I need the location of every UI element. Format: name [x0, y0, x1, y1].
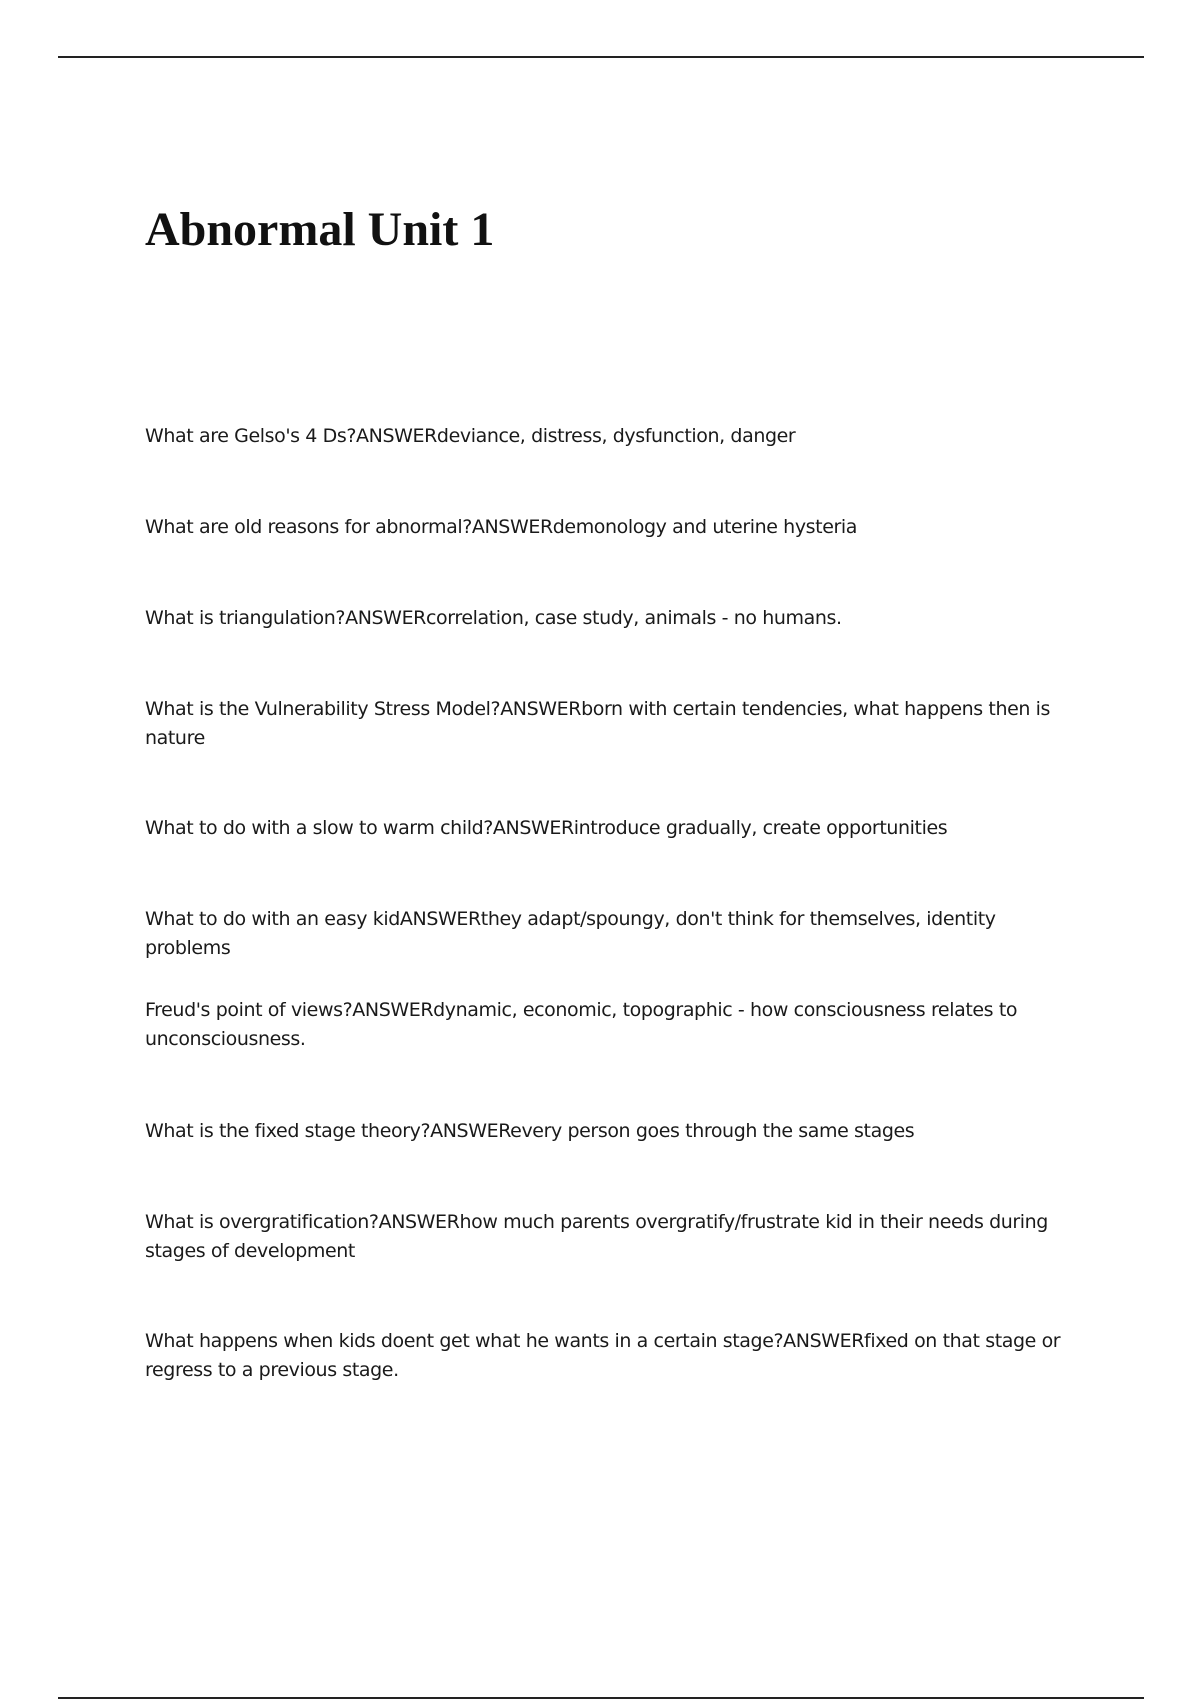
qa-item-6: What to do with an easy kidANSWERthey adapt/spoungy, don't think for themselves, identity problems [145, 908, 996, 959]
qa-item-7: Freud's point of views?ANSWERdynamic, economic, topographic - how consciousness relates to unconsciousness. [145, 999, 1018, 1050]
top-divider [58, 56, 1144, 58]
qa-item-9: What is overgratification?ANSWERhow much parents overgratify/frustrate kid in their needs during stages of development [145, 1211, 1048, 1262]
page-title: Abnormal Unit 1 [145, 203, 495, 256]
qa-item-1: What are Gelso's 4 Ds?ANSWERdeviance, distress, dysfunction, danger [145, 425, 796, 447]
qa-item-3: What is triangulation?ANSWERcorrelation, case study, animals - no humans. [145, 607, 842, 629]
qa-item-8: What is the fixed stage theory?ANSWERevery person goes through the same stages [145, 1120, 915, 1142]
qa-item-10: What happens when kids doent get what he wants in a certain stage?ANSWERfixed on that stage or regress to a previous stage. [145, 1330, 1061, 1381]
qa-item-5: What to do with a slow to warm child?ANSWERintroduce gradually, create opportunities [145, 817, 948, 839]
qa-item-2: What are old reasons for abnormal?ANSWERdemonology and uterine hysteria [145, 516, 858, 538]
bottom-divider [58, 1697, 1144, 1699]
qa-item-4: What is the Vulnerability Stress Model?ANSWERborn with certain tendencies, what happens then is nature [145, 698, 1051, 749]
